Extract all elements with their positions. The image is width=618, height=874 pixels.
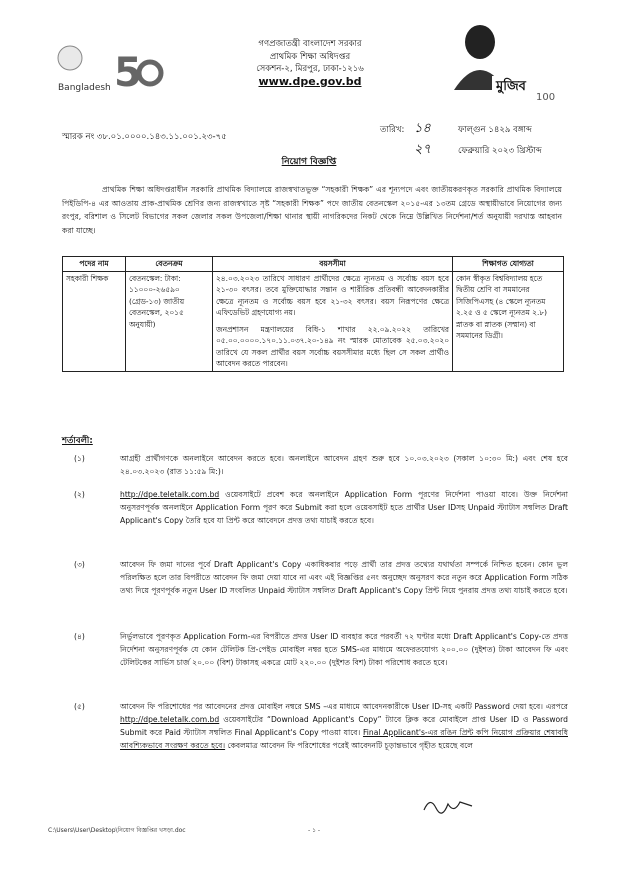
term-number: (২) [74,490,85,499]
table-row [63,271,564,371]
term-number: (১) [74,454,85,463]
col-pay: বেতনক্রম [126,257,213,272]
age-limit-general: ২৪.০৩.২০২৩ তারিখে সাধারণ প্রার্থীদের ক্ষেত্রে ন্যূনতম ও সর্বোচ্চ বয়স হবে ২১-৩০ বৎসর। তবে মুক্তিযোদ্ধার সন্তান ও শারীরিক প্রতিবন্ধী আবেদনকারীর ক্ষেত্রে ন্যূনতম ও সর্বোচ্চ বয়স হবে ২১-৩২ বৎসর। বয়স নিরূপণের ক্ষেত্রে এফিডেভিট গ্রহণযোগ্য নয়। [216,273,449,317]
terms-heading: শর্তাবলী: [62,436,93,446]
post-name: সহকারী শিক্ষক [63,271,126,371]
table-header-row [63,257,564,272]
term-number: (৪) [74,632,85,641]
age-limit [213,271,453,371]
term-text-emphasis: Final Applicant's-এর রঙিন প্রিন্ট কপি নিয়োগ প্রক্রিয়ার শেষাবধি আবশ্যিকভাবে সংরক্ষণ করতে হবে। [120,728,568,750]
teletalk-link[interactable]: http://dpe.teletalk.com.bd [120,715,220,724]
term-item-3 [62,558,568,597]
term-text-part-d: কেবলমাত্র আবেদন ফি পরিশোধের পরেই আবেদনটি চূড়ান্তভাবে গৃহীত হয়েছে বলে [225,741,473,750]
date-day-english: ২৭ [414,142,431,157]
logo-bangladesh-text: Bangladesh [58,83,111,93]
pay-scale: বেতনস্কেল: টাকা: ১১০০০-২৬৫৯০ (গ্রেড-১৩) জাতীয় বেতনস্কেল, ২০১৫ অনুযায়ী) [126,271,213,371]
department-name: প্রাথমিক শিক্ষা অধিদপ্তর [269,51,351,62]
term-text: আবেদন ফি জমা দানের পূর্বে Draft Applicant's Copy একাধিকবার পড়ে প্রার্থী তার প্রদত্ত তথ্যের যথার্থতা সম্পর্কে নিশ্চিত হবেন। কোন ভুল পরিলক্ষিত হলে তার বিপরীতে আবেদন ফি জমা দেয়া যাবে না এবং এই বিজ্ঞপ্তির ৫নং অনুচ্ছেদ অনুসরণ করে নতুন করে Application Form সঠিক তথ্য দিয়ে পূরণপূর্বক নতুন User ID সংবলিত Unpaid স্ট্যাটাস সম্বলিত Draft Applicant's Copy প্রিন্ট নিয়ে পুনরায় প্রদত্ত তথ্য যাচাই করতে হবে। [120,560,568,595]
term-text: নির্ভুলভাবে পূরণকৃত Application Form-এর বিপরীতে প্রদত্ত User ID ব্যবহার করে পরবর্তী ৭২ ঘণ্টার মধ্যে Draft Applicant's Copy-তে প্রদত্ত নির্দেশনা অনুসরণপূর্বক যে কোন টেলিটক প্রি-পেইড মোবাইল নম্বর হতে SMS-এর মাধ্যমে অফেরতযোগ্য ২০০.০০ (দুইশত) টাকা আবেদন ফি এবং টেলিটকের সার্ভিস চার্জ ২০.০০ (বিশ) টাকাসহ একত্রে মোট ২২০.০০ (দুইশত বিশ) টাকা পরিশোধ করতে হবে। [120,632,568,667]
file-path: C:\Users\User\Desktop\নিয়োগ বিজ্ঞপ্তির খসড়া.doc [48,827,186,834]
term-item-4 [62,630,568,669]
signature-icon [420,794,480,816]
age-limit-exception: জনপ্রশাসন মন্ত্রণালয়ের বিধি-১ শাখার ২২.০৯.২০২২ তারিখের ০৫.০০.০০০০.১৭০.১১.০৩৭.২০-১৪৯ নং স্মারক মোতাবেক ২৫.০৩.২০২০ তারিখে যে সকল প্রার্থীর বয়স সর্বোচ্চ বয়সসীমার মধ্যে ছিল সে সকল প্রার্থীও আবেদন করতে পারবেন। [216,324,449,368]
teletalk-link[interactable]: http://dpe.teletalk.com.bd [120,490,220,499]
address: সেকশন-২, মিরপুর, ঢাকা-১২১৬ [256,64,364,74]
svg-text:5: 5 [114,50,142,96]
term-text-part-a: আবেদন ফি পরিশোধের পর আবেদনের প্রদত্ত মোবাইল নম্বরে SMS –এর মাধ্যমে আবেদনকারীকে User ID-সহ একটি Password দেয়া হবে। এরপরে [120,702,568,711]
date-day-bengali: ১৪ [414,121,431,136]
website-link[interactable]: www.dpe.gov.bd [258,74,362,88]
term-item-5 [62,700,568,752]
page-footer [48,825,568,836]
date-label: তারিখ: [380,124,405,135]
letterhead [180,38,440,88]
logo-mujib-100 [440,20,558,102]
notice-title: নিয়োগ বিজ্ঞপ্তি [281,157,337,167]
term-text: আগ্রহী প্রার্থীগণকে অনলাইনে আবেদন করতে হবে। অনলাইনে আবেদন গ্রহণ শুরু হবে ১০.০৩.২০২৩ (সকাল ১০:৩০ মি:) এবং শেষ হবে ২৪.০৩.২০২৩ (রাত ১১:৫৯ মি:)। [120,454,568,476]
svg-text:100: 100 [536,92,556,102]
col-post: পদের নাম [63,257,126,272]
term-text [120,700,568,752]
term-item-2 [62,488,568,527]
col-age: বয়সসীমা [213,257,453,272]
page-number: - ১ - [308,827,321,834]
recruitment-table [62,256,564,372]
logo-bangladesh-50 [52,40,164,96]
memo-reference: স্মারক নং ৩৮.০১.০০০০.১৪৩.১১.০০১.২৩-৭৫ [62,132,227,142]
education-qualification: কোন স্বীকৃত বিশ্ববিদ্যালয় হতে দ্বিতীয় শ্রেণি বা সমমানের সিজিপিএসহ (৪ স্কেলে ন্যূনতম ২.২৫ ও ৫ স্কেলে ন্যূনতম ২.৮) স্নাতক বা স্নাতক (সম্মান) বা সমমানের ডিগ্রী। [453,271,564,371]
term-text-part-b: ওয়েবসাইটের “Download Applicant's Copy” ট্যাবে ক্লিক করে মোবাইলে প্রাপ্ত User ID ও Password Submit করে Paid স্ট্যাটাস সম্বলিত Final Applicant's Copy পাওয়া যাবে। [120,715,568,737]
term-number: (৫) [74,702,85,711]
date-bengali: ফাল্গুন ১৪২৯ বঙ্গাব্দ [458,124,532,135]
term-number: (৩) [74,560,85,569]
term-text [120,488,568,527]
intro-paragraph: প্রাথমিক শিক্ষা অধিদপ্তরাধীন সরকারি প্রাথমিক বিদ্যালয়ে রাজস্বখাতভুক্ত “সহকারী শিক্ষক” এর শূন্যপদে এবং জাতীয়করণকৃত সরকারি প্রাথমিক বিদ্যালয়ে পিইডিপি-৪ এর আওতায় প্রাক-প্রাথমিক শ্রেণির জন্য রাজস্বখাতে সৃষ্ট “সহকারী শিক্ষক” পদে জাতীয় বেতনস্কেল ২০১৫-এর ১৩তম গ্রেডে অস্থায়ীভাবে নিয়োগের জন্য রংপুর, বরিশাল ও সিলেট বিভাগের সকল জেলার সকল উপজেলা/শিক্ষা থানার স্থায়ী নাগরিকদের নিকট থেকে নিম্নে উল্লিখিত নির্দেশনা/শর্ত অনুযায়ী দরখাস্ত আহবান করা যাচ্ছে। [62,185,562,235]
mujib-text: মুজিব [496,79,526,94]
govt-name: গণপ্রজাতন্ত্রী বাংলাদেশ সরকার [258,39,362,49]
col-education: শিক্ষাগত যোগ্যতা [453,257,564,272]
date-english: ফেব্রুয়ারি ২০২৩ খ্রিস্টাব্দ [458,145,542,156]
term-item-1 [62,452,568,478]
term-text-body: ওয়েবসাইটে প্রবেশ করে অনলাইনে Application Form পূরণের নির্দেশনা পাওয়া যাবে। উক্ত নির্দেশনা অনুসরণপূর্বক অনলাইনে Application Form পূরণ করে Submit করা হলে ওয়েবসাইট হতে প্রার্থীর User IDসহ Unpaid স্ট্যাটাস সম্বলিত Draft Applicant's Copy তৈরি হবে যা প্রিন্ট করে আবেদনে প্রদত্ত তথ্য যাচাই করতে হবে। [120,490,568,525]
